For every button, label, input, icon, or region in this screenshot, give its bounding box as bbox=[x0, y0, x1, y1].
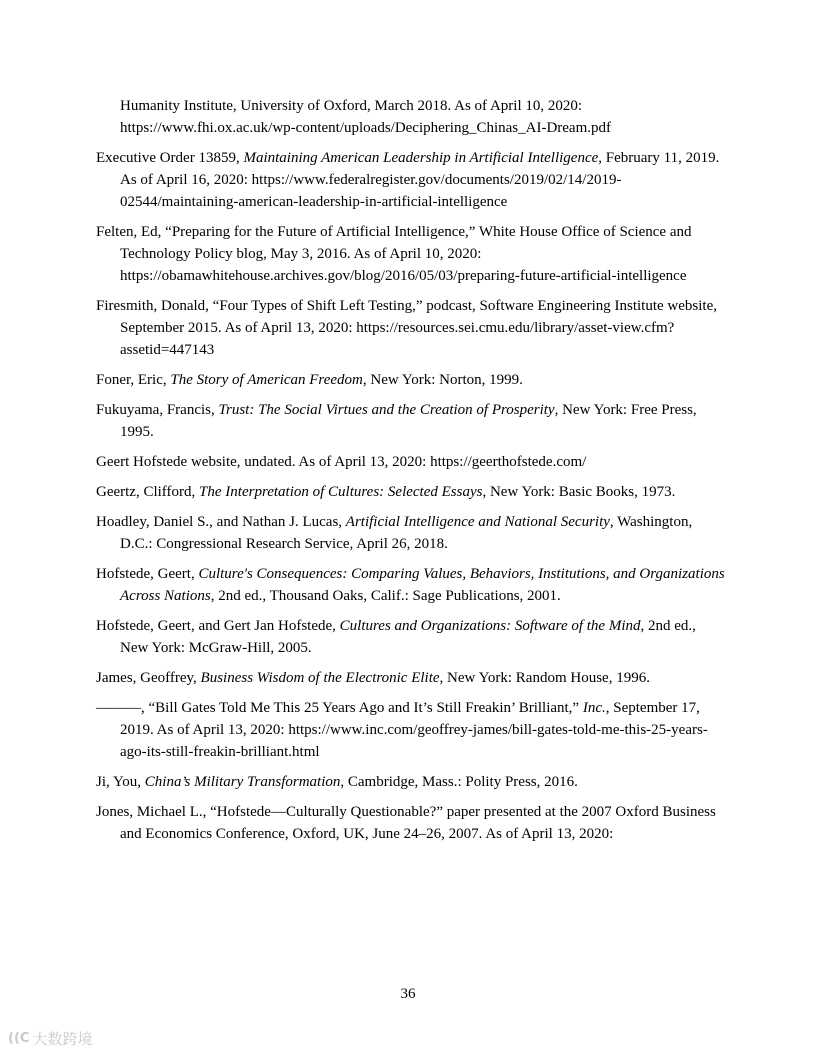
reference-entry bbox=[96, 399, 726, 443]
reference-title: Maintaining American Leadership in Artificial Intelligence bbox=[243, 150, 599, 166]
page-number: 36 bbox=[400, 986, 416, 1002]
reference-text: , New York: Norton, 1999. bbox=[362, 372, 523, 388]
watermark-text: 大数跨境 bbox=[32, 1030, 93, 1048]
reference-entry bbox=[96, 511, 726, 555]
reference-text: , New York: Free Press, 1995. bbox=[120, 402, 697, 440]
reference-text: Fukuyama, Francis, bbox=[96, 402, 219, 418]
reference-text: Hofstede, Geert, and Gert Jan Hofstede, bbox=[96, 618, 340, 634]
reference-title: Artificial Intelligence and National Security bbox=[345, 514, 610, 530]
reference-text: , New York: Random House, 1996. bbox=[439, 670, 650, 686]
reference-title: Culture's Consequences: Comparing Values, Behaviors, Institutions, and Organizations Across Nations bbox=[120, 566, 725, 604]
reference-text: Geert Hofstede website, undated. As of April 13, 2020: https://geerthofstede.com/ bbox=[96, 454, 587, 470]
reference-text: Ji, You, bbox=[96, 774, 145, 790]
reference-text: , 2nd ed., New York: McGraw-Hill, 2005. bbox=[120, 618, 696, 656]
reference-entry bbox=[96, 667, 726, 689]
reference-entry bbox=[96, 697, 726, 763]
reference-entry bbox=[96, 563, 726, 607]
reference-entry bbox=[96, 221, 726, 287]
reference-text: Felten, Ed, “Preparing for the Future of Artificial Intelligence,” White House Office of Science and Technology Policy blog, May 3, 2016. As of April 10, 2020: https://obamawhitehouse.archives.gov/blog/2016/05/03/preparing-future-artificial-intelligence bbox=[96, 224, 692, 284]
reference-entry bbox=[96, 369, 726, 391]
reference-text: Executive Order 13859, bbox=[96, 150, 244, 166]
reference-text: Foner, Eric, bbox=[96, 372, 171, 388]
reference-title: Inc. bbox=[582, 700, 606, 716]
reference-text: , New York: Basic Books, 1973. bbox=[482, 484, 676, 500]
reference-text: , Cambridge, Mass.: Polity Press, 2016. bbox=[340, 774, 578, 790]
reference-title: Cultures and Organizations: Software of the Mind bbox=[339, 618, 641, 634]
reference-entry bbox=[96, 481, 726, 503]
reference-text: , September 17, 2019. As of April 13, 2020: https://www.inc.com/geoffrey-james/bill-gates-told-me-this-25-years-ago-its-still-freakin-brilliant.html bbox=[120, 700, 708, 760]
reference-entry bbox=[96, 147, 726, 213]
reference-entry bbox=[96, 451, 726, 473]
reference-text: Jones, Michael L., “Hofstede—Culturally Questionable?” paper presented at the 2007 Oxford Business and Economics Conference, Oxford, UK, June 24–26, 2007. As of April 13, 2020: bbox=[96, 804, 716, 842]
reference-title: China’s Military Transformation bbox=[144, 774, 341, 790]
reference-text: , 2nd ed., Thousand Oaks, Calif.: Sage Publications, 2001. bbox=[210, 588, 561, 604]
reference-entry bbox=[96, 615, 726, 659]
watermark bbox=[8, 1028, 92, 1049]
reference-entry bbox=[96, 771, 726, 793]
watermark-logo-icon: ((C bbox=[8, 1031, 30, 1046]
reference-text: Firesmith, Donald, “Four Types of Shift Left Testing,” podcast, Software Engineering Institute website, September 2015. As of April 13, 2020: https://resources.sei.cmu.edu/library/asset-view.cfm?assetid=447143 bbox=[96, 298, 717, 358]
reference-text: Hofstede, Geert, bbox=[96, 566, 199, 582]
reference-entry bbox=[96, 801, 726, 845]
reference-text: Geertz, Clifford, bbox=[96, 484, 200, 500]
reference-text: Hoadley, Daniel S., and Nathan J. Lucas, bbox=[96, 514, 346, 530]
reference-text: ———, “Bill Gates Told Me This 25 Years Ago and It’s Still Freakin’ Brilliant,” bbox=[96, 700, 583, 716]
reference-title: Business Wisdom of the Electronic Elite bbox=[200, 670, 440, 686]
reference-text: , Washington, D.C.: Congressional Research Service, April 26, 2018. bbox=[120, 514, 693, 552]
reference-title: The Interpretation of Cultures: Selected Essays bbox=[199, 484, 483, 500]
reference-text: Humanity Institute, University of Oxford, March 2018. As of April 10, 2020: https://www.fhi.ox.ac.uk/wp-content/uploads/Deciphering_Chinas_AI-Dream.pdf bbox=[120, 98, 612, 136]
reference-list bbox=[96, 95, 726, 853]
reference-text: , February 11, 2019. As of April 16, 2020: https://www.federalregister.gov/documents/2019/02/14/2019-02544/maintaining-american-leadership-in-artificial-intelligence bbox=[120, 150, 720, 210]
reference-text: James, Geoffrey, bbox=[96, 670, 201, 686]
reference-entry bbox=[96, 295, 726, 361]
reference-title: The Story of American Freedom bbox=[170, 372, 363, 388]
reference-entry-continued bbox=[96, 95, 726, 139]
reference-title: Trust: The Social Virtues and the Creation of Prosperity bbox=[218, 402, 555, 418]
